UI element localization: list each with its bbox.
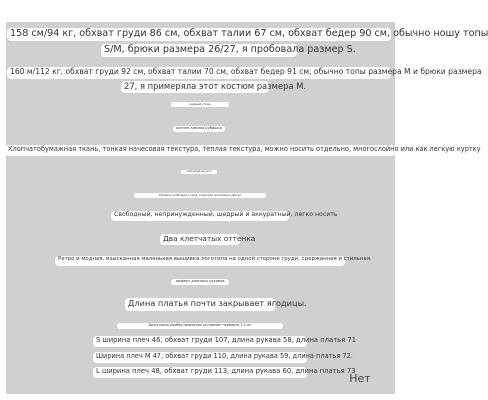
embroidery-description: Ретро и модная, изысканная маленькая вышивка логотипа на одной стороне груди, сдержанная и стильная. [55, 256, 345, 266]
size-note-1-line-2: S/M, брюки размера 26/27, я пробовала размер S. [101, 44, 297, 57]
size-note-2-line-1: 160 м/112 кг, обхват груди 92 см, обхват талии 70 см, обхват бедер 91 см, обычно топы размера М и брюки размера [7, 67, 391, 79]
length-description: Длина платья почти закрывает ягодицы. [125, 298, 275, 311]
size-note-1-line-1: 158 см/94 кг, обхват груди 86 см, обхват талии 67 см, обхват бедер 90 см, обычно ношу топы [7, 28, 391, 41]
style-description: Свободный, непринужденный, щедрый и аккуратный, легко носить [111, 211, 289, 221]
size-row-l: L ширина плеч 48, обхват груди 113, длина рукава 60, длина платья 73 [93, 367, 307, 378]
fabric-description: Хлопчатобумажная ткань, тонкая начесовая текстура, теплая текстура, можно носить отдельно, многослойно или как легкую куртку [5, 145, 395, 156]
colors-description: Два клетчатых оттенка [160, 234, 240, 245]
tiny-label: осенне-зимняя рубашка [173, 126, 225, 132]
tiny-label: клетчатый рисунок [181, 170, 217, 174]
more-button[interactable]: Нет [349, 372, 371, 385]
size-note-2-line-2: 27, я примеряла этот костюм размера М. [121, 81, 269, 93]
tiny-label: Рубашка свободного кроя, подходит для разных фигур [134, 193, 266, 198]
size-row-m: Ширина плеч M 47, обхват груди 110, длина рукава 59, длина платья 72. [93, 352, 307, 363]
size-row-s: S ширина плеч 46, обхват груди 107, длина рукава 58, длина платья 71 [93, 336, 307, 347]
tiny-label: эффект длинных рукавов [171, 279, 229, 285]
tiny-label: модный стиль [171, 102, 229, 107]
tiny-label: Допустимая ошибка измерения составляет примерно 1-3 см. [117, 323, 283, 329]
